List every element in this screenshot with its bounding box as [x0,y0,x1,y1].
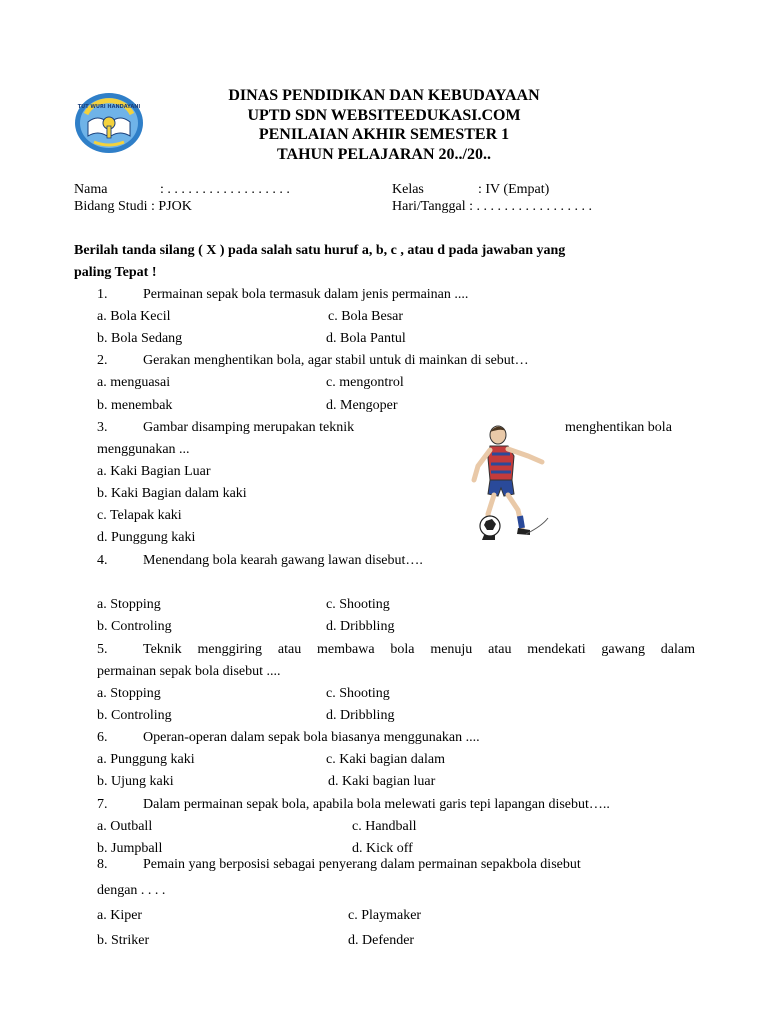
option-c: c. Shooting [326,597,390,612]
question-number: 8. [97,857,108,872]
option-c: c. Telapak kaki [97,508,182,523]
instruction-line-2: paling Tepat ! [74,265,157,280]
header-line-2: UPTD SDN WEBSITEEDUKASI.COM [247,107,521,124]
question-text: Pemain yang berposisi sebagai penyerang dalam permainan sepakbola disebut [143,857,581,872]
question-text: Menendang bola kearah gawang lawan disebut…. [143,553,423,568]
header-line-4: TAHUN PELAJARAN 20../20.. [277,146,491,163]
instruction-line-1: Berilah tanda silang ( X ) pada salah satu huruf a, b, c , atau d pada jawaban yang [74,243,566,258]
option-c: c. Bola Besar [328,309,404,324]
option-d: d. Punggung kaki [97,530,196,545]
option-d: d. Dribbling [326,708,395,723]
option-b: b. menembak [97,398,173,413]
option-d: d. Mengoper [326,398,398,413]
question-number: 7. [97,797,108,812]
kelas-value: : IV (Empat) [478,182,550,197]
option-a: a. Kiper [97,908,143,923]
option-b: b. Ujung kaki [97,774,174,789]
option-c: c. Handball [352,819,417,834]
option-a: a. Outball [97,819,153,834]
question-text-right: menghentikan bola [565,420,672,435]
logo-text: TUT WURI HANDAYANI [77,104,141,110]
question-text: Permainan sepak bola termasuk dalam jenis permainan .... [143,287,469,302]
hari-tanggal-label: Hari/Tanggal : . . . . . . . . . . . . . . . . . [392,199,593,214]
nama-label: Nama [74,182,108,197]
option-d: d. Kick off [352,841,413,856]
option-d: d. Bola Pantul [326,331,406,346]
question-number: 6. [97,730,108,745]
option-b: b. Kaki Bagian dalam kaki [97,486,247,501]
soccer-player-illustration [468,422,552,548]
option-a: a. Stopping [97,686,161,701]
bidang-studi-label: Bidang Studi : PJOK [74,199,192,214]
option-c: c. mengontrol [326,375,404,390]
option-c: c. Playmaker [348,908,422,923]
option-d: d. Dribbling [326,619,395,634]
question-number: 3. [97,420,108,435]
option-b: b. Striker [97,933,150,948]
question-number: 5. [97,642,108,657]
option-c: c. Shooting [326,686,390,701]
question-text-continued: menggunakan ... [97,442,190,457]
question-text: Dalam permainan sepak bola, apabila bola melewati garis tepi lapangan disebut….. [143,797,610,812]
header-line-1: DINAS PENDIDIKAN DAN KEBUDAYAAN [228,87,540,104]
question-text: Teknik menggiring atau membawa bola menuju atau mendekati gawang dalam [143,642,695,657]
option-a: a. Stopping [97,597,161,612]
option-a: a. Bola Kecil [97,309,171,324]
header-line-3: PENILAIAN AKHIR SEMESTER 1 [258,126,510,143]
question-text: Operan-operan dalam sepak bola biasanya menggunakan .... [143,730,480,745]
kelas-label: Kelas [392,182,424,197]
nama-value: : . . . . . . . . . . . . . . . . . . [160,182,290,197]
option-a: a. Kaki Bagian Luar [97,464,211,479]
option-d: d. Defender [348,933,415,948]
question-number: 1. [97,287,108,302]
option-d: d. Kaki bagian luar [328,774,436,789]
option-b: b. Bola Sedang [97,331,183,346]
option-b: b. Jumpball [97,841,163,856]
question-number: 2. [97,353,108,368]
question-text-continued: dengan . . . . [97,883,166,898]
question-text: Gerakan menghentikan bola, agar stabil untuk di mainkan di sebut… [143,353,529,368]
option-b: b. Controling [97,708,172,723]
question-number: 4. [97,553,108,568]
question-text-continued: permainan sepak bola disebut .... [97,664,281,679]
option-b: b. Controling [97,619,172,634]
option-a: a. menguasai [97,375,171,390]
option-c: c. Kaki bagian dalam [326,752,445,767]
question-text: Gambar disamping merupakan teknik [143,420,355,435]
option-a: a. Punggung kaki [97,752,195,767]
